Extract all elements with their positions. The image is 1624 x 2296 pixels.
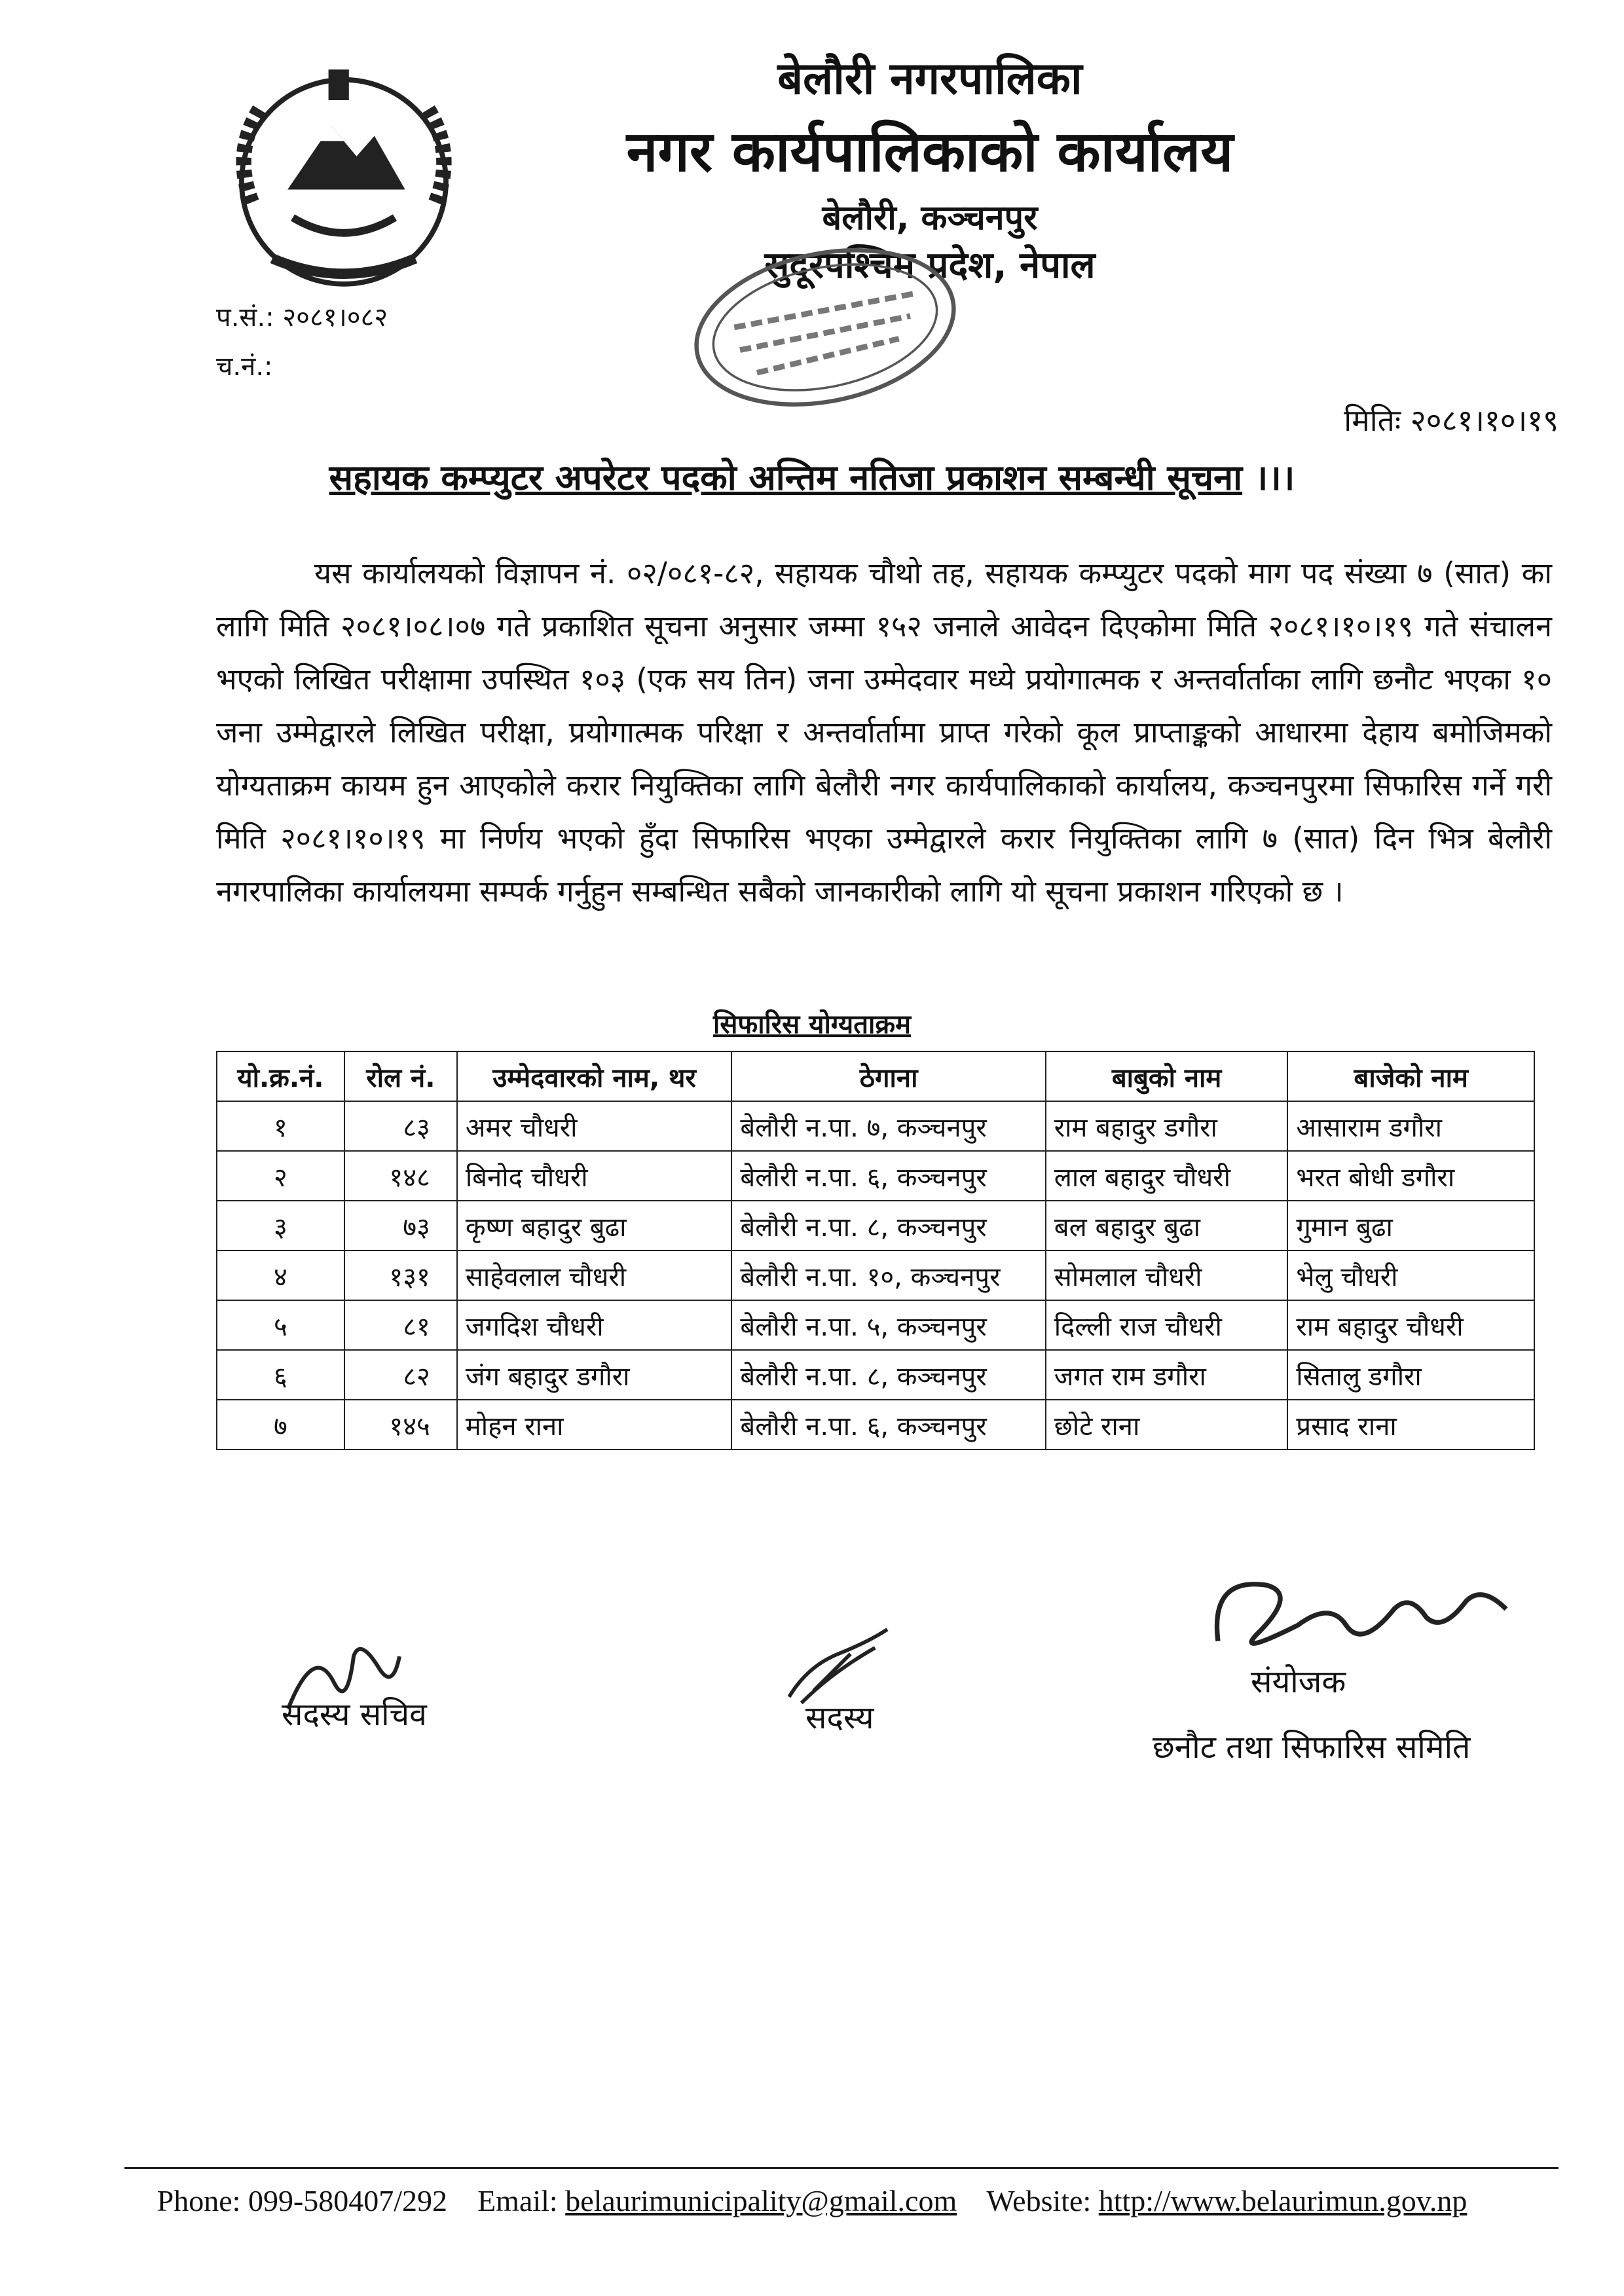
notice-body: यस कार्यालयको विज्ञापन नं. ०२/०८१-८२, सहायक चौथो तह, सहायक कम्प्युटर पदको माग पद संख्या ७ (सात) का लागि मिति २०८१।०८।०७ गते प्रकाशित सूचना अनुसार जम्मा १५२ जनाले आवेदन दिएकोमा मिति २०८१।१०।१९ गते संचालन भएको लिखित परीक्षामा उपस्थित १०३ (एक सय तिन) जना उम्मेदवार मध्ये प्रयोगात्मक र अन्तर्वार्ताका लागि छनौट भएका १० जना उम्मेद्वारले लिखित परीक्षा, प्रयोगात्मक परिक्षा र अन्तर्वार्तामा प्राप्त गरेको कूल प्राप्ताङ्कको आधारमा देहाय बमोजिमको योग्यताक्रम कायम हुन आएकोले करार नियुक्तिका लागि बेलौरी नगर कार्यपालिकाको कार्यालय, कञ्चनपुरमा सिफारिस गर्ने गरी मिति २०८१।१०।१९ मा निर्णय भएको हुँदा सिफारिस भएका उम्मेद्वारले करार नियुक्तिका लागि ७ (सात) दिन भित्र बेलौरी नगरपालिका कार्यालयमा सम्पर्क गर्नुहुन सम्बन्धित सबैको जानकारीको लागि यो सूचना प्रकाशन गरिएको छ । <box>216 556 1552 909</box>
cell-address: बेलौरी न.पा. ५, कञ्चनपुर <box>731 1300 1045 1350</box>
cell-grandfather: गुमान बुढा <box>1287 1201 1534 1250</box>
secretary-label: सदस्य सचिव <box>282 1696 427 1733</box>
table-row <box>217 1400 1534 1449</box>
cell-roll: १४८ <box>344 1151 457 1201</box>
cell-serial: ६ <box>217 1350 344 1400</box>
cell-grandfather: राम बहादुर चौधरी <box>1287 1300 1534 1350</box>
notice-title-text: सहायक कम्प्युटर अपरेटर पदको अन्तिम नतिजा प्रकाशन सम्बन्धी सूचना <box>329 457 1243 498</box>
nepal-emblem-icon <box>216 49 471 304</box>
reference-number: प.सं.: २०८१।०८२ <box>216 302 388 333</box>
col-header-address: ठेगाना <box>731 1051 1045 1101</box>
cell-serial: ५ <box>217 1300 344 1350</box>
cell-name: बिनोद चौधरी <box>457 1151 732 1201</box>
municipality-name: बेलौरी नगरपालिका <box>777 53 1082 105</box>
cell-address: बेलौरी न.पा. ६, कञ्चनपुर <box>731 1400 1045 1449</box>
cell-address: बेलौरी न.पा. ८, कञ्चनपुर <box>731 1350 1045 1400</box>
cell-address: बेलौरी न.पा. ८, कञ्चनपुर <box>731 1201 1045 1250</box>
table-row <box>217 1300 1534 1350</box>
cell-roll: १४५ <box>344 1400 457 1449</box>
col-header-grandfather: बाजेको नाम <box>1287 1051 1534 1101</box>
committee-label: छनौट तथा सिफारिस समिति <box>1153 1729 1471 1766</box>
dispatch-number: च.नं.: <box>216 352 273 382</box>
cell-father: लाल बहादुर चौधरी <box>1046 1151 1288 1201</box>
cell-roll: १३१ <box>344 1250 457 1300</box>
cell-grandfather: भरत बोधी डगौरा <box>1287 1151 1534 1201</box>
cell-name: साहेवलाल चौधरी <box>457 1250 732 1300</box>
footer-divider <box>124 2167 1559 2169</box>
col-header-name: उम्मेदवारको नाम, थर <box>457 1051 732 1101</box>
cell-serial: ७ <box>217 1400 344 1449</box>
office-name: नगर कार्यपालिकाको कार्यालय <box>626 119 1234 185</box>
cell-roll: ८३ <box>344 1101 457 1151</box>
table-caption: सिफारिस योग्यताक्रम <box>712 1010 912 1040</box>
table-header-row <box>217 1051 1534 1101</box>
cell-father: बल बहादुर बुढा <box>1046 1201 1288 1250</box>
cell-father: छोटे राना <box>1046 1400 1288 1449</box>
office-stamp-icon <box>681 242 969 412</box>
notice-title <box>0 452 1624 500</box>
website-link[interactable]: http://www.belaurimun.gov.np <box>1098 2184 1467 2217</box>
phone-label: Phone: <box>157 2184 241 2217</box>
cell-address: बेलौरी न.पा. ७, कञ्चनपुर <box>731 1101 1045 1151</box>
cell-name: मोहन राना <box>457 1400 732 1449</box>
cell-roll: ७३ <box>344 1201 457 1250</box>
cell-roll: ८२ <box>344 1350 457 1400</box>
phone-number: 099-580407/292 <box>248 2184 448 2217</box>
cell-grandfather: सितालु डगौरा <box>1287 1350 1534 1400</box>
footer-contact <box>0 2183 1624 2218</box>
table-row <box>217 1101 1534 1151</box>
cell-name: जंग बहादुर डगौरा <box>457 1350 732 1400</box>
table-row <box>217 1350 1534 1400</box>
table-row <box>217 1250 1534 1300</box>
cell-grandfather: प्रसाद राना <box>1287 1400 1534 1449</box>
cell-father: सोमलाल चौधरी <box>1046 1250 1288 1300</box>
member-label: सदस्य <box>805 1700 874 1736</box>
cell-name: कृष्ण बहादुर बुढा <box>457 1201 732 1250</box>
result-table <box>216 1051 1535 1450</box>
col-header-serial: यो.क्र.नं. <box>217 1051 344 1101</box>
cell-serial: ४ <box>217 1250 344 1300</box>
cell-serial: १ <box>217 1101 344 1151</box>
col-header-roll: रोल नं. <box>344 1051 457 1101</box>
coordinator-label: संयोजक <box>1251 1664 1346 1700</box>
notice-date: मितिः २०८१।१०।१९ <box>1344 403 1559 438</box>
office-address: बेलौरी, कञ्चनपुर <box>822 198 1038 238</box>
email-label: Email: <box>477 2184 558 2217</box>
office-province: सुदूरपश्चिम प्रदेश, नेपाल <box>764 244 1096 287</box>
coordinator-signature-icon <box>1198 1545 1526 1689</box>
cell-name: अमर चौधरी <box>457 1101 732 1151</box>
cell-grandfather: भेलु चौधरी <box>1287 1250 1534 1300</box>
cell-roll: ८१ <box>344 1300 457 1350</box>
notice-title-suffix: ।।। <box>1242 457 1295 498</box>
table-row <box>217 1151 1534 1201</box>
cell-name: जगदिश चौधरी <box>457 1300 732 1350</box>
cell-father: दिल्ली राज चौधरी <box>1046 1300 1288 1350</box>
cell-father: राम बहादुर डगौरा <box>1046 1101 1288 1151</box>
cell-address: बेलौरी न.पा. ६, कञ्चनपुर <box>731 1151 1045 1201</box>
website-label: Website: <box>986 2184 1092 2217</box>
col-header-father: बाबुको नाम <box>1046 1051 1288 1101</box>
email-link[interactable]: belaurimunicipality@gmail.com <box>565 2184 957 2217</box>
cell-father: जगत राम डगौरा <box>1046 1350 1288 1400</box>
cell-grandfather: आसाराम डगौरा <box>1287 1101 1534 1151</box>
cell-serial: २ <box>217 1151 344 1201</box>
cell-serial: ३ <box>217 1201 344 1250</box>
table-row <box>217 1201 1534 1250</box>
cell-address: बेलौरी न.पा. १०, कञ्चनपुर <box>731 1250 1045 1300</box>
